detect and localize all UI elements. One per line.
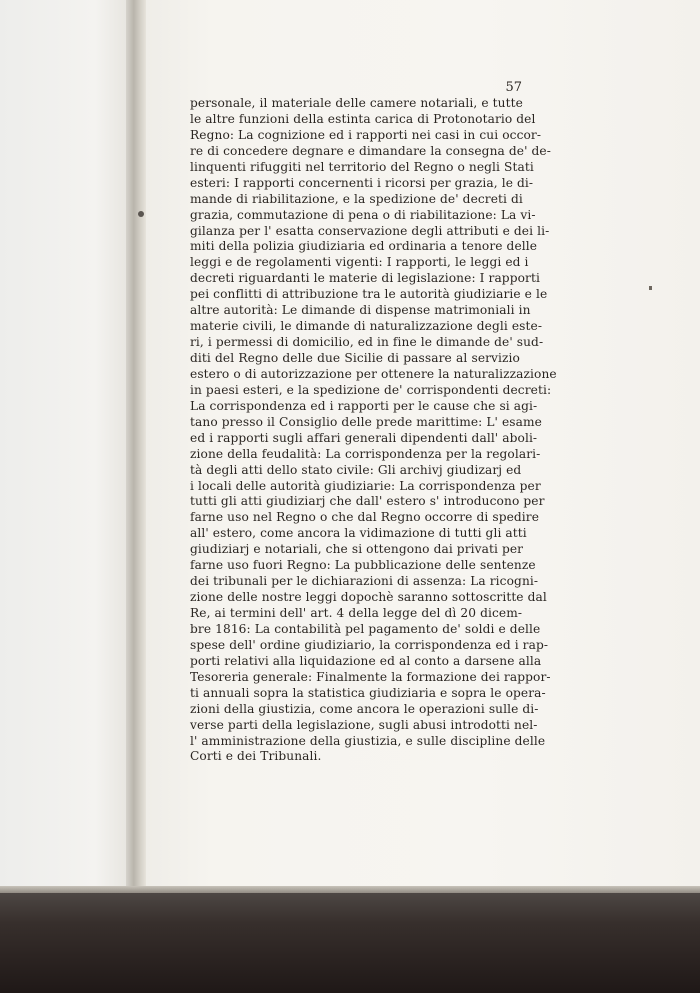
text-line: tà degli atti dello stato civile: Gli archivj giudizarj ed <box>190 462 522 477</box>
text-line: in paesi esteri, e la spedizione de' corrispondenti decreti: <box>190 382 552 397</box>
text-line: linquenti rifuggiti nel territorio del Regno o negli Stati <box>190 159 534 174</box>
margin-ink-mark <box>138 211 144 217</box>
text-line: ti annuali sopra la statistica giudiziaria e sopra le opera- <box>190 685 546 700</box>
scan-background <box>0 893 700 993</box>
text-line: dei tribunali per le dichiarazioni di assenza: La ricogni- <box>190 574 539 589</box>
text-line: i locali delle autorità giudiziarie: La corrispondenza per <box>190 478 541 493</box>
text-line: grazia, commutazione di pena o di riabilitazione: La vi- <box>190 207 536 222</box>
text-line: decreti riguardanti le materie di legislazione: I rapporti <box>190 271 540 286</box>
text-line: zioni della giustizia, come ancora le operazioni sulle di- <box>190 701 539 716</box>
text-line: porti relativi alla liquidazione ed al conto a darsene alla <box>190 653 542 668</box>
text-line: Regno: La cognizione ed i rapporti nei casi in cui occor- <box>190 127 542 142</box>
text-line: Tesoreria generale: Finalmente la formazione dei rappor- <box>190 669 551 684</box>
text-line: tutti gli atti giudiziarj che dall' estero s' introducono per <box>190 494 545 509</box>
text-line: verse parti della legislazione, sugli abusi introdotti nel- <box>190 717 538 732</box>
text-line: ed i rapporti sugli affari generali dipendenti dall' aboli- <box>190 430 538 445</box>
text-line: zione delle nostre leggi dopochè saranno sottoscritte dal <box>190 590 547 605</box>
text-line: altre autorità: Le dimande di dispense matrimoniali in <box>190 303 531 318</box>
text-line: personale, il materiale delle camere notariali, e tutte <box>190 96 523 110</box>
text-line: zione della feudalità: La corrispondenza per la regolari- <box>190 446 541 461</box>
text-line: pei conflitti di attribuzione tra le autorità giudiziarie e le <box>190 287 548 302</box>
text-line: all' estero, come ancora la vidimazione di tutti gli atti <box>190 526 527 541</box>
text-line: leggi e de regolamenti vigenti: I rapporti, le leggi ed i <box>190 255 529 270</box>
text-line: esteri: I rapporti concernenti i ricorsi per grazia, le di- <box>190 175 534 190</box>
text-line: Re, ai termini dell' art. 4 della legge del dì 20 dicem- <box>190 606 523 620</box>
book-gutter <box>126 0 148 893</box>
text-line: spese dell' ordine giudiziario, la corrispondenza ed i rap- <box>190 637 549 652</box>
text-line: ri, i permessi di domicilio, ed in fine le dimande de' sud- <box>190 335 544 350</box>
text-line: miti della polizia giudiziaria ed ordinaria a tenore delle <box>190 239 538 254</box>
text-line: tano presso il Consiglio delle prede marittime: L' esame <box>190 414 542 429</box>
page-number: 57 <box>505 80 522 95</box>
text-line: farne uso nel Regno o che dal Regno occorre di spedire <box>190 510 540 525</box>
body-text <box>190 96 557 765</box>
margin-ink-mark <box>649 286 652 290</box>
text-line: Corti e dei Tribunali. <box>190 749 322 764</box>
text-line: materie civili, le dimande di naturalizzazione degli este- <box>190 319 543 334</box>
text-line: estero o di autorizzazione per ottenere la naturalizzazione <box>190 366 557 381</box>
text-line: giudiziarj e notariali, che si ottengono dai privati per <box>190 542 524 557</box>
text-line: gilanza per l' esatta conservazione degli attributi e dei li- <box>190 223 550 238</box>
text-line: diti del Regno delle due Sicilie di passare al servizio <box>190 351 520 365</box>
text-line: bre 1816: La contabilità pel pagamento de' soldi e delle <box>190 621 541 636</box>
text-line: l' amministrazione della giustizia, e sulle discipline delle <box>190 733 546 748</box>
text-line: le altre funzioni della estinta carica di Protonotario del <box>190 111 536 126</box>
text-line: farne uso fuori Regno: La pubblicazione delle sentenze <box>190 558 536 573</box>
left-page-edge <box>0 0 136 893</box>
text-line: re di concedere degnare e dimandare la consegna de' de- <box>190 143 551 158</box>
text-line: La corrispondenza ed i rapporti per le cause che si agi- <box>190 398 538 413</box>
text-line: mande di riabilitazione, e la spedizione de' decreti di <box>190 191 523 206</box>
